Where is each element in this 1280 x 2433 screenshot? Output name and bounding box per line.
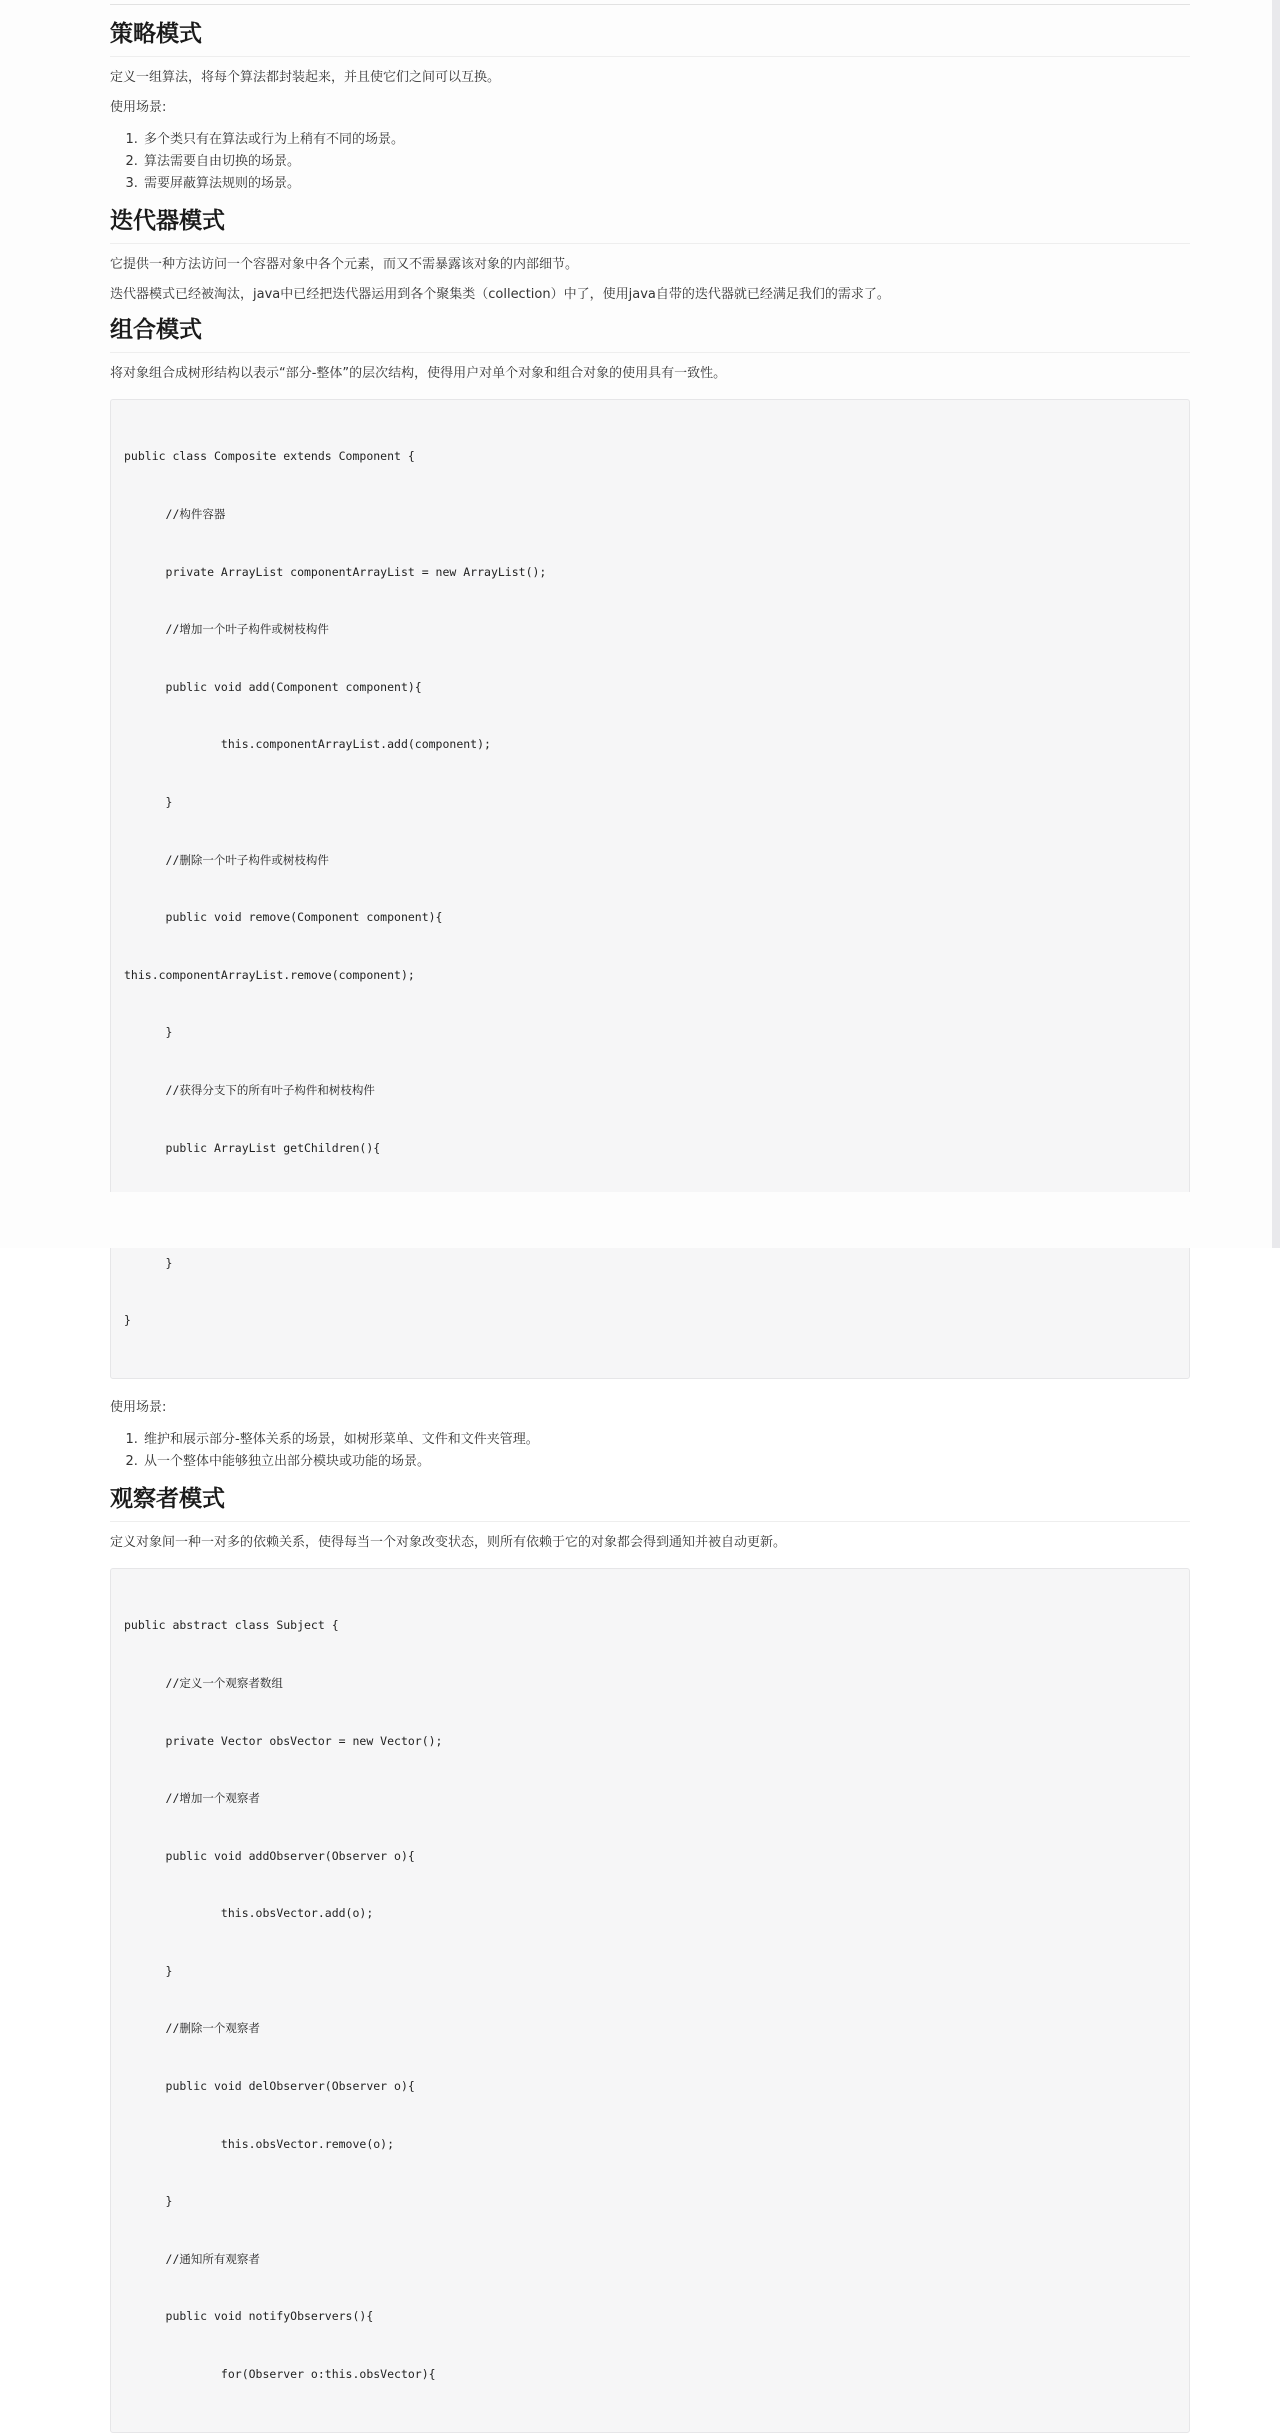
section-strategy (110, 18, 1190, 195)
code-line: } (124, 1255, 173, 1270)
section-paragraph: 将对象组合成树形结构以表示“部分-整体”的层次结构，使得用户对单个对象和组合对象的使用具有一致性。 (110, 366, 727, 381)
code-line: //增加一个观察者 (124, 1791, 260, 1806)
code-line: //定义一个观察者数组 (124, 1675, 283, 1690)
list-item: 3. 需要屏蔽算法规则的场景。 (142, 173, 1190, 195)
code-line: this.componentArrayList.add(component); (124, 737, 491, 752)
code-line: private Vector obsVector = new Vector(); (124, 1733, 443, 1748)
code-line: private ArrayList componentArrayList = new ArrayList(); (124, 564, 547, 579)
usage-list (110, 1429, 1190, 1473)
code-line: } (124, 2194, 173, 2209)
code-line: this.componentArrayList.remove(component); (124, 967, 415, 982)
code-line: //通知所有观察者 (124, 2251, 260, 2266)
code-block (110, 1568, 1190, 2433)
usage-label: 使用场景: (110, 1399, 167, 1415)
code-line: public void delObserver(Observer o){ (124, 2079, 415, 2094)
section-title: 组合模式 (110, 314, 1190, 353)
list-item: 2. 算法需要自由切换的场景。 (142, 151, 1190, 173)
code-line: this.obsVector.remove(o); (124, 2136, 395, 2151)
usage-list (110, 129, 1190, 195)
code-line: } (124, 1963, 173, 1978)
code-line: //删除一个叶子构件或树枝构件 (124, 852, 329, 867)
code-line: //删除一个观察者 (124, 2021, 260, 2036)
code-line: public void notifyObservers(){ (124, 2309, 374, 2324)
code-line: public void add(Component component){ (124, 679, 422, 694)
code-line: this.obsVector.add(o); (124, 1906, 374, 1921)
list-item: 1. 多个类只有在算法或行为上稍有不同的场景。 (142, 129, 1190, 151)
code-line: public class Composite extends Component { (124, 449, 415, 464)
section-composite (110, 314, 1190, 1473)
section-paragraph: 迭代器模式已经被淘汰，java中已经把迭代器运用到各个聚集类（collection）中了，使用java自带的迭代器就已经满足我们的需求了。 (110, 287, 890, 302)
top-divider (110, 0, 1190, 5)
section-paragraph: 定义一组算法，将每个算法都封装起来，并且使它们之间可以互换。 (110, 70, 501, 85)
code-line: //构件容器 (124, 507, 226, 521)
section-paragraph: 它提供一种方法访问一个容器对象中各个元素，而又不需暴露该对象的内部细节。 (110, 257, 579, 272)
code-line: } (124, 1313, 131, 1328)
section-title: 策略模式 (110, 18, 1190, 57)
usage-label: 使用场景: (110, 100, 167, 115)
code-line: } (124, 794, 173, 809)
list-item: 1. 维护和展示部分-整体关系的场景，如树形菜单、文件和文件夹管理。 (142, 1429, 1190, 1451)
section-observer (110, 1483, 1190, 2433)
page-bottom-margin (0, 1192, 1272, 1248)
section-paragraph: 定义对象间一种一对多的依赖关系，使得每当一个对象改变状态，则所有依赖于它的对象都会得到通知并被自动更新。 (110, 1534, 787, 1550)
code-line: //获得分支下的所有叶子构件和树枝构件 (124, 1082, 375, 1097)
section-title: 观察者模式 (110, 1483, 1190, 1522)
code-line: public abstract class Subject { (124, 1618, 339, 1633)
list-item: 2. 从一个整体中能够独立出部分模块或功能的场景。 (142, 1451, 1190, 1473)
code-line: public void remove(Component component){ (124, 910, 443, 925)
section-iterator (110, 205, 1190, 304)
code-line: public ArrayList getChildren(){ (124, 1140, 381, 1155)
code-line: for(Observer o:this.obsVector){ (124, 2367, 436, 2382)
code-line: //增加一个叶子构件或树枝构件 (124, 622, 329, 637)
section-title: 迭代器模式 (110, 205, 1190, 244)
code-line: } (124, 1025, 173, 1040)
code-line: public void addObserver(Observer o){ (124, 1848, 415, 1863)
